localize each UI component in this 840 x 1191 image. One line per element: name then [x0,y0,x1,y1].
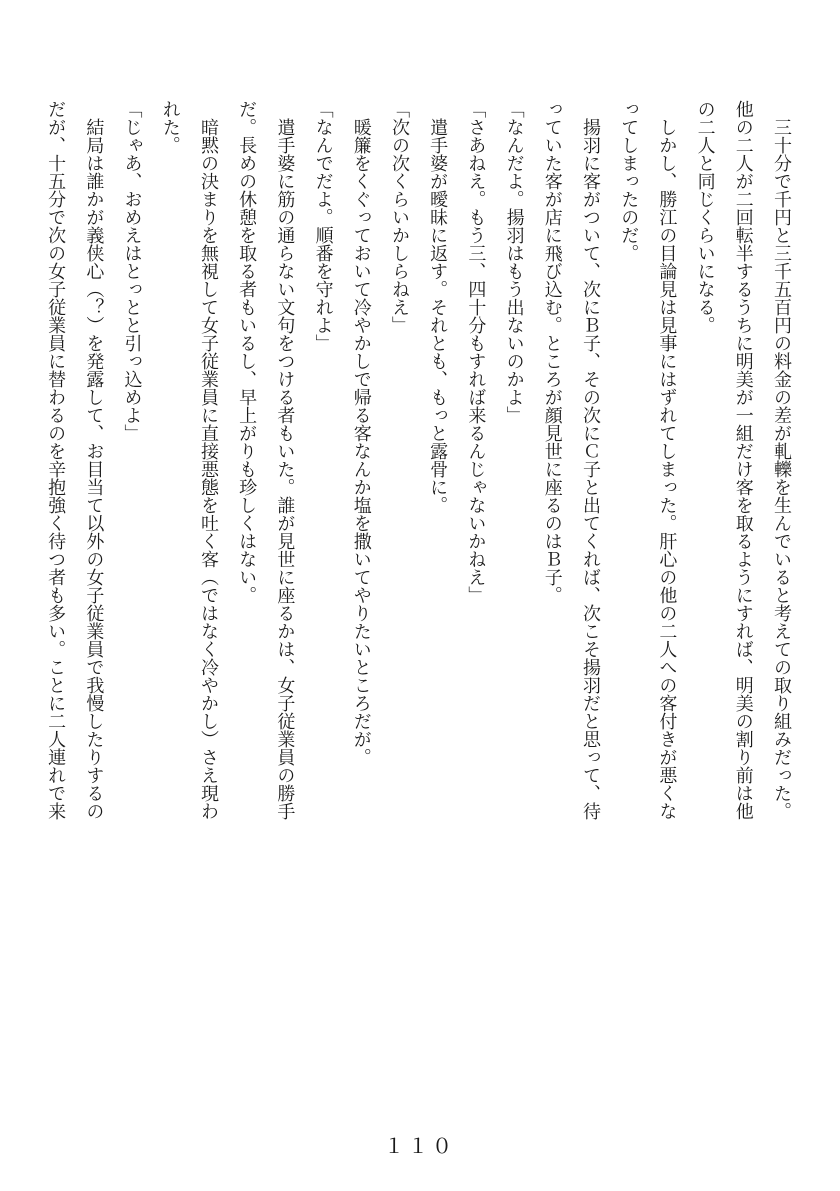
text-line: だが、十五分で次の女子従業員に替わるのを辛抱強く待つ者も多い。ことに二人連れで来 [45,100,67,820]
text-line: っていた客が店に飛び込む。ところが顔見世に座るのはＢ子。 [541,100,563,604]
text-line: の二人と同じくらいになる。 [694,100,716,334]
text-line: しかし、勝江の目論見は見事にはずれてしまった。肝心の他の二人への客付きが悪くな [656,100,678,820]
text-line: 「次の次くらいかしらねえ」 [388,100,410,334]
vertical-text-body [40,100,800,1000]
text-line: 暗黙の決まりを無視して女子従業員に直接悪態を吐く客（ではなく冷やかし）さえ現わ [197,100,219,820]
text-line: ってしまったのだ。 [618,100,640,262]
text-line: れた。 [159,100,181,154]
text-line: 揚羽に客がついて、次にＢ子、その次にＣ子と出てくれば、次こそ揚羽だと思って、待 [579,100,601,820]
text-line: 結局は誰かが義侠心（？）を発露して、お目当て以外の女子従業員で我慢したりするの [83,100,105,820]
text-line: 暖簾をくぐっておいて冷やかしで帰る客なんか塩を撒いてやりたいところだが。 [350,100,372,766]
text-line: 他の二人が二回転半するうちに明美が一組だけ客を取るようにすれば、明美の割り前は他 [732,100,754,820]
page-number: １１０ [384,1134,456,1158]
text-line: 三十分で千円と三千五百円の料金の差が軋轢を生んでいると考えての取り組みだった。 [771,100,792,820]
text-line: 「なんだよ。揚羽はもう出ないのかよ」 [503,100,525,424]
text-line: 「さあねえ。もう三、四十分もすれば来るんじゃないかねえ」 [465,100,487,604]
text-line: 「なんでだよ。順番を守れよ」 [312,100,334,352]
text-line: 遣手婆が曖昧に返す。それとも、もっと露骨に。 [427,100,449,514]
text-line: 遣手婆に筋の通らない文句をつける者もいた。誰が見世に座るかは、女子従業員の勝手 [274,100,296,820]
text-line: 「じゃあ、おめえはとっとと引っ込めよ」 [121,100,143,442]
text-line: だ。長めの休憩を取る者もいるし、早上がりも珍しくはない。 [236,100,258,604]
